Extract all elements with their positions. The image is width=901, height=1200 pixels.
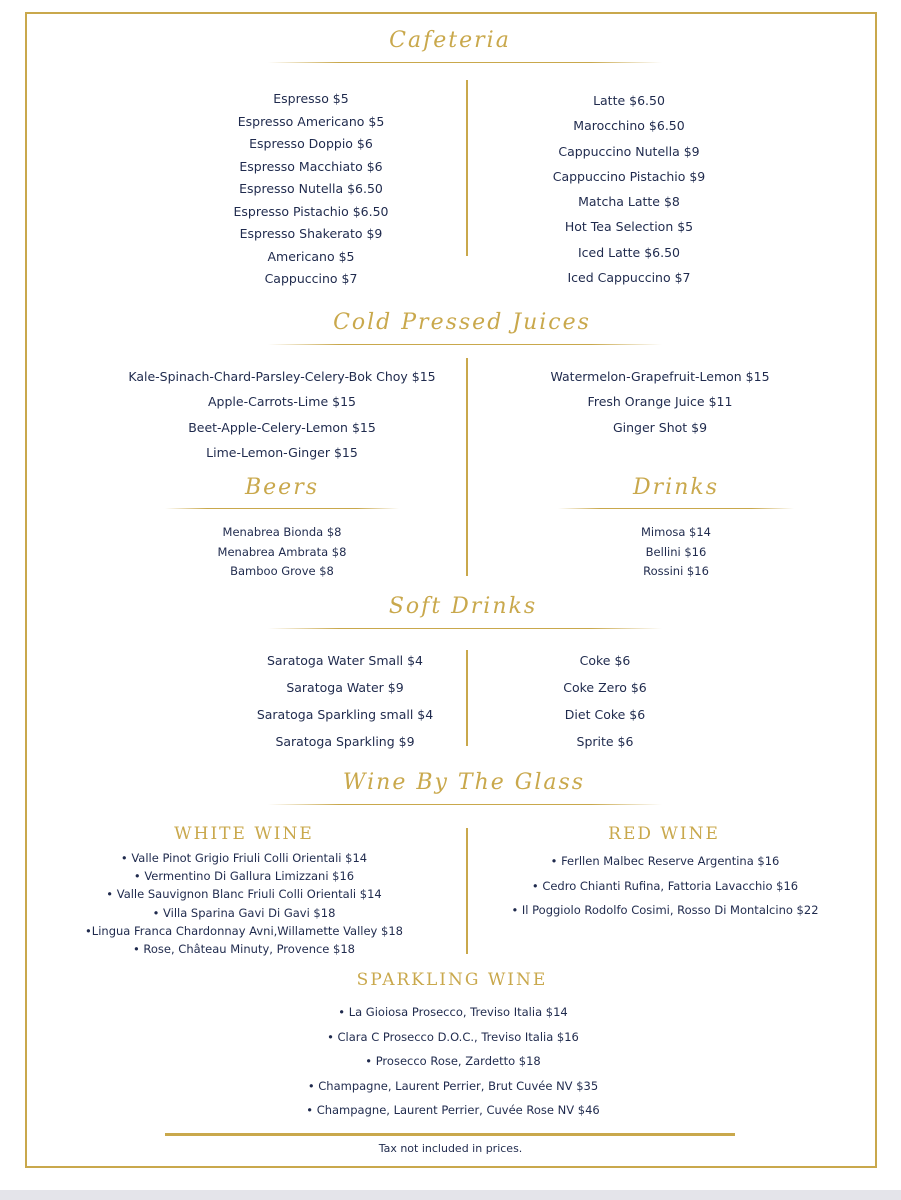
menu-item: Rossini $16: [643, 564, 709, 578]
column-divider-wine: [466, 828, 468, 954]
menu-item: • Ferllen Malbec Reserve Argentina $16: [550, 854, 780, 868]
menu-item: Apple-Carrots-Lime $15: [208, 394, 356, 410]
column-divider-soft-drinks: [466, 650, 468, 746]
menu-item: Saratoga Water Small $4: [266, 653, 424, 668]
section-title-beers: Beers: [244, 475, 319, 500]
menu-item: Cappuccino Nutella $9: [558, 143, 700, 159]
menu-item: Espresso Macchiato $6: [239, 158, 383, 174]
menu-item: Saratoga Sparkling $9: [275, 734, 415, 749]
menu-item: • Vermentino Di Gallura Limizzani $16: [133, 869, 355, 884]
section-title-drinks: Drinks: [633, 475, 719, 500]
menu-item: • Villa Sparina Gavi Di Gavi $18: [152, 905, 336, 920]
juices-left-list: [116, 364, 448, 465]
red-wine-list: [500, 849, 830, 923]
menu-item: • Cedro Chianti Rufina, Fattoria Lavacchio $16: [531, 878, 799, 893]
soft-right-list: [500, 647, 710, 755]
menu-item: Cappuccino Pistachio $9: [552, 168, 706, 184]
menu-item: Americano $5: [267, 248, 355, 264]
menu-item: Marocchino $6.50: [573, 118, 685, 134]
section-title-juices: Cold Pressed Juices: [333, 310, 591, 335]
menu-item: Cappuccino $7: [264, 271, 358, 286]
menu-item: Mimosa $14: [641, 525, 711, 539]
menu-item: Espresso Americano $5: [237, 113, 385, 129]
menu-item: Matcha Latte $8: [578, 194, 680, 210]
menu-item: • Prosecco Rose, Zardetto $18: [365, 1054, 541, 1068]
column-divider-cafeteria: [466, 80, 468, 256]
menu-item: Watermelon-Grapefruit-Lemon $15: [550, 369, 770, 384]
soft-left-list: [230, 647, 460, 755]
column-divider-juices: [466, 358, 468, 576]
gold-border-frame: [25, 12, 877, 1168]
divider-cafeteria: [268, 62, 662, 63]
menu-item: Kale-Spinach-Chard-Parsley-Celery-Bok Choy $15: [128, 369, 436, 384]
menu-item: • Rose, Château Minuty, Provence $18: [132, 942, 355, 957]
cafeteria-left-list: [196, 88, 426, 291]
divider-beers: [165, 508, 399, 509]
menu-item: Espresso Shakerato $9: [239, 226, 383, 241]
drinks-list: [576, 523, 776, 582]
menu-item: • Valle Sauvignon Blanc Friuli Colli Orientali $14: [106, 887, 382, 902]
menu-item: Lime-Lemon-Ginger $15: [206, 444, 358, 460]
sparkling-wine-list: [270, 1000, 636, 1123]
menu-item: Diet Coke $6: [564, 707, 646, 722]
menu-item: Saratoga Water $9: [286, 680, 404, 695]
menu-item: Bamboo Grove $8: [230, 564, 334, 578]
footer-rule: [165, 1133, 735, 1136]
menu-item: Iced Latte $6.50: [577, 244, 681, 260]
menu-item: Fresh Orange Juice $11: [587, 394, 733, 410]
menu-item: Saratoga Sparkling small $4: [256, 707, 434, 722]
menu-item: Coke $6: [579, 653, 631, 668]
menu-item: Iced Cappuccino $7: [567, 270, 691, 286]
red-wine-heading: RED WINE: [608, 824, 720, 844]
section-title-soft-drinks: Soft Drinks: [388, 594, 538, 619]
divider-wine: [268, 804, 662, 805]
menu-item: • La Gioiosa Prosecco, Treviso Italia $14: [338, 1005, 568, 1019]
divider-soft-drinks: [268, 628, 662, 629]
menu-item: Hot Tea Selection $5: [564, 219, 694, 235]
section-title-wine: Wine By The Glass: [342, 770, 586, 795]
white-wine-list: [70, 849, 418, 958]
bottom-strip: [0, 1190, 901, 1200]
sparkling-wine-heading: SPARKLING WINE: [356, 970, 548, 990]
menu-item: Ginger Shot $9: [612, 419, 708, 435]
menu-item: • Champagne, Laurent Perrier, Brut Cuvée NV $35: [307, 1078, 599, 1093]
menu-item: Bellini $16: [645, 544, 707, 559]
menu-item: • Clara C Prosecco D.O.C., Treviso Italia $16: [327, 1029, 579, 1044]
tax-note: Tax not included in prices.: [378, 1142, 523, 1155]
menu-item: Beet-Apple-Celery-Lemon $15: [188, 419, 376, 435]
menu-item: Espresso $5: [273, 91, 349, 106]
cafeteria-right-list: [514, 88, 744, 290]
menu-item: Menabrea Bionda $8: [222, 525, 342, 539]
divider-juices: [268, 344, 662, 345]
menu-item: Espresso Pistachio $6.50: [233, 203, 389, 219]
menu-item: Espresso Doppio $6: [249, 136, 373, 151]
menu-item: Menabrea Ambrata $8: [217, 544, 347, 559]
menu-item: •Lingua Franca Chardonnay Avni,Willamette Valley $18: [85, 923, 403, 938]
menu-item: Latte $6.50: [593, 93, 665, 108]
menu-item: • Valle Pinot Grigio Friuli Colli Orientali $14: [120, 851, 368, 865]
juices-right-list: [530, 364, 790, 440]
menu-item: Sprite $6: [576, 734, 634, 749]
section-title-cafeteria: Cafeteria: [389, 28, 511, 53]
menu-item: • Il Poggiolo Rodolfo Cosimi, Rosso Di Montalcino $22: [511, 903, 819, 917]
beers-list: [182, 523, 382, 582]
menu-item: Espresso Nutella $6.50: [239, 181, 383, 196]
menu-item: • Champagne, Laurent Perrier, Cuvée Rose NV $46: [306, 1103, 600, 1117]
menu-item: Coke Zero $6: [563, 680, 647, 695]
white-wine-heading: WHITE WINE: [174, 824, 314, 844]
divider-drinks: [558, 508, 794, 509]
